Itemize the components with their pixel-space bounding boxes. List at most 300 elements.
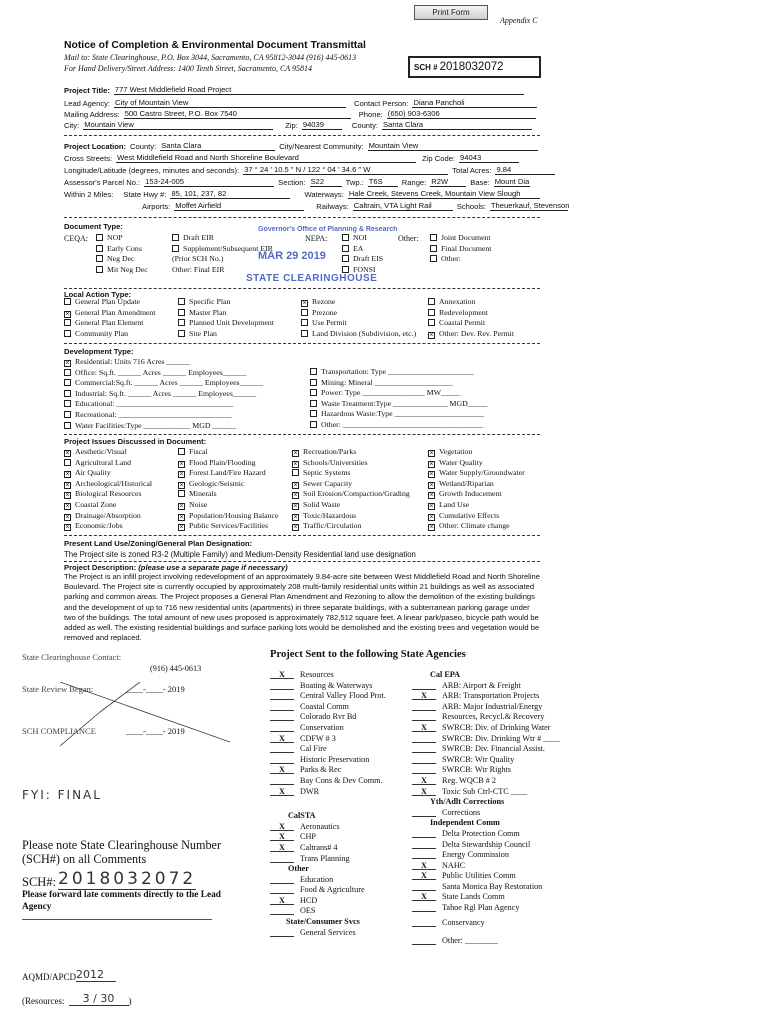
agency-mark[interactable]: X	[412, 776, 436, 785]
checkbox[interactable]	[178, 298, 185, 305]
agency-label: Education	[300, 874, 334, 884]
checkbox-item[interactable]	[428, 521, 525, 532]
agency-mark[interactable]	[412, 850, 436, 859]
checkbox-item[interactable]	[310, 388, 487, 399]
checkbox[interactable]	[310, 389, 317, 396]
agency-item[interactable]	[412, 861, 560, 872]
agency-item[interactable]	[412, 712, 560, 723]
airports-label: Airports:	[142, 202, 171, 211]
within-row	[64, 188, 540, 199]
checkbox[interactable]	[64, 319, 71, 326]
checkbox-item[interactable]	[64, 378, 263, 389]
agency-mark[interactable]	[412, 765, 436, 774]
agency-mark[interactable]	[270, 885, 294, 894]
agency-group-heading: State/Consumer Svcs	[286, 917, 360, 927]
checkbox-item[interactable]	[301, 329, 416, 340]
checked-checkbox[interactable]: ×	[293, 501, 298, 510]
checkbox-item[interactable]	[178, 521, 278, 532]
checkbox-label: Wetland/Riparian	[439, 478, 494, 488]
checked-checkbox[interactable]: ×	[65, 480, 70, 489]
checkbox[interactable]	[178, 330, 185, 337]
contact-value: Diana Pancholi	[412, 98, 537, 108]
checkbox[interactable]	[172, 234, 179, 241]
agency-item[interactable]	[412, 734, 560, 745]
project-location-row	[64, 140, 538, 151]
checkbox-item[interactable]	[178, 511, 278, 522]
checkbox[interactable]	[178, 490, 185, 497]
agency-mark[interactable]	[412, 755, 436, 764]
checkbox[interactable]	[64, 298, 71, 305]
issues-label: Project Issues Discussed in Document:	[64, 437, 207, 446]
agency-item[interactable]	[412, 936, 560, 947]
stamp-bottom-text: STATE CLEARINGHOUSE	[246, 273, 378, 284]
agency-mark[interactable]	[412, 681, 436, 690]
checked-checkbox[interactable]: ×	[65, 501, 70, 510]
nepa-label: NEPA:	[305, 234, 328, 243]
agency-label: SWRCB: Wtr Quality	[442, 754, 515, 764]
agency-mark[interactable]	[412, 744, 436, 753]
checked-checkbox[interactable]: ×	[293, 449, 298, 457]
agency-item[interactable]	[412, 755, 560, 766]
ceqa-item-label: (Prior SCH No.)	[172, 254, 224, 264]
checkbox-item[interactable]	[428, 458, 525, 469]
checked-checkbox[interactable]: ×	[179, 501, 184, 510]
agency-item[interactable]	[270, 822, 386, 833]
checkbox-item[interactable]	[64, 479, 152, 490]
railways-value: Caltrain, VTA Light Rail	[353, 201, 453, 211]
checked-checkbox[interactable]: ×	[429, 512, 434, 521]
checkbox[interactable]	[96, 266, 103, 273]
other-doc-col	[430, 233, 491, 265]
checkbox-item[interactable]	[178, 489, 278, 500]
agency-item[interactable]	[270, 755, 386, 766]
agency-mark[interactable]	[270, 681, 294, 690]
agency-mark[interactable]	[412, 702, 436, 711]
checkbox[interactable]	[178, 309, 185, 316]
checkbox-item[interactable]	[292, 447, 410, 458]
checkbox[interactable]	[310, 368, 317, 375]
agency-item[interactable]	[270, 776, 386, 787]
checkbox-item[interactable]	[64, 468, 152, 479]
agency-label: Trans Planning	[300, 853, 350, 863]
checkbox-item[interactable]	[428, 297, 514, 308]
ceqa-item[interactable]	[96, 265, 148, 276]
agency-label: Toxic Sub Ctrl-CTC ____	[442, 786, 528, 796]
agency-mark[interactable]: X	[412, 787, 436, 796]
checkbox-item[interactable]	[64, 329, 156, 340]
checkbox-label: Air Quality	[75, 468, 111, 478]
agency-label: ARB: Transportation Projects	[442, 691, 540, 701]
agency-label: DWR	[300, 786, 320, 796]
checkbox-item[interactable]	[64, 389, 263, 400]
aqmd-label: AQMD/APCD	[22, 972, 77, 982]
checkbox-item[interactable]	[310, 367, 487, 378]
agency-mark[interactable]	[270, 723, 294, 732]
stamp-top-text: Governor's Office of Planning & Research	[258, 226, 398, 233]
agency-item[interactable]	[270, 896, 386, 907]
checked-checkbox[interactable]: ×	[293, 480, 298, 489]
ceqa-item-label: Supplement/Subsequent EIR	[183, 243, 273, 253]
stamp-date-text: MAR 29 2019	[258, 250, 326, 262]
checkbox[interactable]	[430, 234, 437, 241]
agency-mark[interactable]	[270, 691, 294, 700]
checkbox[interactable]	[64, 411, 71, 418]
agency-item[interactable]	[412, 723, 560, 734]
checkbox-item[interactable]	[64, 368, 263, 379]
checkbox[interactable]	[64, 422, 71, 429]
checkbox[interactable]	[178, 319, 185, 326]
ceqa-item[interactable]	[96, 254, 148, 265]
checkbox-label: Septic Systems	[303, 468, 351, 478]
checkbox-label: Geologic/Seismic	[189, 478, 245, 488]
agency-item[interactable]	[412, 840, 560, 851]
agency-mark[interactable]	[412, 829, 436, 838]
checkbox-item[interactable]	[292, 489, 410, 500]
checkbox[interactable]	[64, 400, 71, 407]
other-doc-item[interactable]	[430, 254, 491, 265]
checkbox[interactable]	[310, 421, 317, 428]
agency-item[interactable]	[412, 850, 560, 861]
agency-mark[interactable]: X	[270, 787, 294, 796]
agency-item[interactable]	[412, 918, 560, 929]
agency-mark[interactable]	[270, 776, 294, 785]
agency-label: Food & Agriculture	[300, 885, 365, 895]
agency-mark[interactable]: X	[270, 832, 294, 841]
agency-item[interactable]	[270, 702, 386, 713]
sch-written-number: 2018032072	[58, 869, 197, 889]
agency-mark[interactable]: X	[412, 861, 436, 870]
checked-checkbox[interactable]: ×	[179, 470, 184, 479]
agency-mark[interactable]: X	[270, 765, 294, 774]
checkbox[interactable]	[301, 319, 308, 326]
present-land-use-value: The Project site is zoned R3-2 (Multiple Family) and Medium-Density Residential land use designation	[64, 550, 416, 559]
checkbox[interactable]	[428, 298, 435, 305]
agency-item[interactable]	[270, 843, 386, 854]
agency-mark[interactable]: X	[412, 723, 436, 732]
checkbox-item[interactable]	[64, 297, 156, 308]
checkbox-item[interactable]	[292, 521, 410, 532]
checkbox-item[interactable]	[64, 318, 156, 329]
agency-mark[interactable]: X	[270, 734, 294, 743]
agency-mark[interactable]	[412, 808, 436, 817]
checkbox-label: Cumulative Effects	[439, 510, 500, 520]
agency-item[interactable]	[270, 765, 386, 776]
agency-item[interactable]	[270, 854, 386, 865]
agency-mark[interactable]: X	[270, 670, 294, 679]
checked-checkbox[interactable]: ×	[179, 523, 184, 532]
checkbox-item[interactable]	[178, 447, 278, 458]
agency-item[interactable]	[270, 712, 386, 723]
agency-item[interactable]	[270, 875, 386, 886]
checkbox[interactable]	[172, 245, 179, 252]
agency-item[interactable]	[412, 892, 560, 903]
checkbox-item[interactable]	[310, 420, 487, 431]
ceqa-item[interactable]	[96, 233, 148, 244]
checkbox-item[interactable]	[64, 511, 152, 522]
railways-label: Railways:	[316, 202, 349, 211]
checkbox-item[interactable]	[64, 521, 152, 532]
checked-checkbox[interactable]: ×	[179, 512, 184, 521]
agency-item[interactable]	[270, 723, 386, 734]
checkbox[interactable]	[301, 309, 308, 316]
checkbox-item[interactable]	[178, 308, 274, 319]
ceqa-item-label: Draft EIR	[183, 233, 214, 242]
agency-item[interactable]	[270, 906, 386, 917]
agency-mark[interactable]	[412, 936, 436, 945]
checkbox-item[interactable]	[310, 378, 487, 389]
checkbox[interactable]	[178, 448, 185, 455]
checkbox-item[interactable]	[428, 468, 525, 479]
checkbox-label: Minerals	[189, 489, 217, 499]
checkbox-item[interactable]	[310, 399, 487, 410]
agency-label: SWRCB: Div. Financial Assist.	[442, 744, 545, 754]
agency-mark[interactable]	[412, 712, 436, 721]
agency-mark[interactable]	[412, 840, 436, 849]
agency-mark[interactable]	[270, 702, 294, 711]
ceqa-item-label: Neg Dec	[107, 254, 135, 264]
agency-item[interactable]	[270, 670, 386, 681]
agency-item[interactable]	[270, 744, 386, 755]
agency-item[interactable]	[270, 885, 386, 896]
other-doc-item[interactable]	[430, 244, 491, 255]
agency-label: Santa Monica Bay Restoration	[442, 881, 543, 891]
checkbox[interactable]	[428, 309, 435, 316]
checkbox-item[interactable]	[428, 489, 525, 500]
checkbox-item[interactable]	[64, 308, 156, 319]
checkbox-item[interactable]	[178, 479, 278, 490]
resources-label: (Resources:	[22, 996, 65, 1006]
checked-checkbox[interactable]: ×	[293, 491, 298, 500]
checked-checkbox[interactable]: ×	[293, 459, 298, 468]
checkbox-item[interactable]	[178, 329, 274, 340]
checked-checkbox[interactable]: ×	[302, 299, 307, 307]
checkbox-item[interactable]	[428, 479, 525, 490]
total-acres-label: Total Acres:	[452, 166, 492, 175]
checkbox-label: Land Use	[439, 499, 470, 509]
other-doc-item[interactable]	[430, 233, 491, 244]
checkbox-label: Commercial:Sq.ft. ______ Acres ______ Employees______	[75, 378, 263, 388]
checkbox-item[interactable]	[178, 318, 274, 329]
checked-checkbox[interactable]: ×	[429, 491, 434, 500]
agency-item[interactable]	[412, 765, 560, 776]
agency-label: Public Utilities Comm	[442, 871, 516, 881]
nepa-item-label: NOI	[353, 233, 367, 242]
checked-checkbox[interactable]: ×	[429, 330, 434, 339]
checkbox-item[interactable]	[64, 410, 263, 421]
agency-item[interactable]	[412, 882, 560, 893]
checkbox-item[interactable]	[301, 318, 416, 329]
agency-mark[interactable]: X	[270, 822, 294, 831]
agency-item[interactable]	[412, 871, 560, 882]
sch-compliance-label: SCH COMPLIANCE	[22, 726, 96, 736]
agency-item[interactable]	[270, 928, 386, 939]
checkbox-label: Waste Treatment:Type ______________ MGD_____	[321, 398, 488, 408]
checkbox-item[interactable]	[178, 458, 278, 469]
checked-checkbox[interactable]: ×	[65, 309, 70, 318]
checkbox-item[interactable]	[64, 399, 263, 410]
agency-item[interactable]	[270, 787, 386, 798]
checkbox-item[interactable]	[428, 308, 514, 319]
checkbox-label: Archeological/Historical	[75, 478, 153, 488]
checkbox-item[interactable]	[428, 511, 525, 522]
ceqa-item[interactable]	[96, 244, 148, 255]
checked-checkbox[interactable]: ×	[65, 512, 70, 521]
agency-item[interactable]	[270, 832, 386, 843]
checkbox-item[interactable]	[292, 511, 410, 522]
other-doc-item-label: Joint Document	[441, 233, 491, 242]
agency-label: Delta Stewardship Council	[442, 839, 531, 849]
checkbox[interactable]	[96, 245, 103, 252]
fyi-final-handwritten: FYI: FINAL	[22, 788, 102, 802]
agency-item[interactable]	[270, 691, 386, 702]
agency-mark[interactable]	[270, 712, 294, 721]
checkbox-label: Power: Type ________________ MW_____	[321, 388, 461, 398]
checked-checkbox[interactable]: ×	[429, 449, 434, 457]
agency-mark[interactable]	[270, 854, 294, 863]
total-acres-value: 9.84	[495, 165, 555, 175]
checkbox[interactable]	[96, 234, 103, 241]
agency-item[interactable]	[412, 808, 560, 819]
agency-mark[interactable]	[412, 882, 436, 891]
checked-checkbox[interactable]: ×	[65, 523, 70, 532]
agency-item[interactable]	[270, 681, 386, 692]
resources-value: 3 / 30	[69, 992, 129, 1006]
checkbox[interactable]	[64, 369, 71, 376]
checkbox-item[interactable]	[310, 409, 487, 420]
apn-value: 153-24-005	[144, 177, 274, 187]
checkbox-label: Prezone	[312, 307, 338, 317]
agency-mark[interactable]	[270, 755, 294, 764]
checkbox-item[interactable]	[301, 297, 416, 308]
agency-mark[interactable]	[412, 734, 436, 743]
checkbox[interactable]	[64, 330, 71, 337]
agency-mark[interactable]: X	[412, 892, 436, 901]
base-value: Mount Dia	[494, 177, 530, 186]
checkbox[interactable]	[310, 410, 317, 417]
checkbox-item[interactable]	[178, 468, 278, 479]
checkbox-item[interactable]	[178, 297, 274, 308]
agency-mark[interactable]: X	[270, 896, 294, 905]
checked-checkbox[interactable]: ×	[429, 470, 434, 479]
checkbox-label: Population/Housing Balance	[189, 510, 279, 520]
other-doc-label: Other:	[398, 234, 419, 243]
agency-item[interactable]	[412, 681, 560, 692]
checkbox-label: Rezone	[312, 297, 336, 306]
agency-label: Corrections	[442, 807, 481, 817]
agency-label: Other: ________	[442, 936, 498, 946]
checkbox-item[interactable]	[428, 329, 514, 340]
agency-label: Bay Cons & Dev Comm.	[300, 775, 383, 785]
checkbox-item[interactable]	[428, 500, 525, 511]
appendix-label: Appendix C	[500, 16, 538, 25]
checkbox[interactable]	[310, 379, 317, 386]
agency-label: Central Valley Flood Prot.	[300, 691, 386, 701]
checkbox-item[interactable]	[301, 308, 416, 319]
agency-mark[interactable]: X	[412, 871, 436, 880]
agency-mark[interactable]	[270, 875, 294, 884]
checkbox-item[interactable]	[64, 500, 152, 511]
checkbox[interactable]	[64, 390, 71, 397]
latlong-value: 37 ° 24 ′ 10.5 ″ N / 122 ° 04 ′ 34.6 ″ W	[243, 165, 448, 175]
zip-value: 94039	[302, 120, 342, 130]
agency-group-heading: Other	[288, 864, 309, 874]
checkbox-item[interactable]	[64, 357, 263, 368]
forward-underline	[22, 919, 212, 920]
agency-item[interactable]	[412, 691, 560, 702]
checked-checkbox[interactable]: ×	[65, 491, 70, 500]
sent-title: Project Sent to the following State Agencies	[270, 649, 466, 660]
checkbox[interactable]	[292, 469, 299, 476]
agency-mark[interactable]	[270, 928, 294, 937]
checkbox[interactable]	[430, 255, 437, 262]
checkbox-item[interactable]	[292, 458, 410, 469]
checkbox-item[interactable]	[292, 468, 410, 479]
checkbox[interactable]	[301, 330, 308, 337]
checked-checkbox[interactable]: ×	[293, 523, 298, 532]
agency-mark[interactable]	[412, 918, 436, 927]
checked-checkbox[interactable]: ×	[179, 480, 184, 489]
checked-checkbox[interactable]: ×	[65, 359, 70, 367]
agency-item[interactable]	[412, 903, 560, 914]
checkbox[interactable]	[430, 245, 437, 252]
agency-item[interactable]	[270, 734, 386, 745]
checked-checkbox[interactable]: ×	[65, 470, 70, 479]
checked-checkbox[interactable]: ×	[429, 501, 434, 510]
schools-value: Theuerkauf, Stevenson	[490, 201, 570, 210]
checkbox[interactable]	[64, 379, 71, 386]
agency-item[interactable]	[412, 829, 560, 840]
agency-mark[interactable]: X	[412, 691, 436, 700]
checkbox[interactable]	[310, 400, 317, 407]
checked-checkbox[interactable]: ×	[429, 459, 434, 468]
checkbox-label: Water Facilities:Type ____________ MGD ______	[75, 420, 236, 430]
checkbox-item[interactable]	[428, 447, 525, 458]
checked-checkbox[interactable]: ×	[65, 449, 70, 457]
agency-item[interactable]	[412, 744, 560, 755]
checkbox[interactable]	[428, 319, 435, 326]
agency-item[interactable]	[412, 787, 560, 798]
checked-checkbox[interactable]: ×	[429, 480, 434, 489]
checkbox-item[interactable]	[64, 458, 152, 469]
checkbox-item[interactable]	[428, 318, 514, 329]
agency-mark[interactable]: X	[270, 843, 294, 852]
checkbox[interactable]	[96, 255, 103, 262]
agency-mark[interactable]	[270, 744, 294, 753]
checkbox-item[interactable]	[178, 500, 278, 511]
checkbox[interactable]	[64, 459, 71, 466]
checked-checkbox[interactable]: ×	[429, 523, 434, 532]
checked-checkbox[interactable]: ×	[293, 512, 298, 521]
local-action-label: Local Action Type:	[64, 290, 132, 299]
aqmd-row	[22, 968, 116, 982]
agency-item[interactable]	[412, 702, 560, 713]
checkbox-item[interactable]	[64, 489, 152, 500]
project-description-label: Project Description:	[64, 563, 137, 572]
checkbox-item[interactable]	[64, 447, 152, 458]
agency-item[interactable]	[412, 776, 560, 787]
checked-checkbox[interactable]: ×	[179, 459, 184, 468]
print-form-button[interactable]: Print Form	[414, 5, 488, 20]
agency-mark[interactable]	[270, 906, 294, 915]
agency-label: Conservancy	[442, 917, 485, 927]
agency-label: Tahoe Rgl Plan Agency	[442, 903, 520, 913]
mailing-row	[64, 108, 536, 119]
checkbox-item[interactable]	[292, 500, 410, 511]
agency-mark[interactable]	[412, 903, 436, 912]
checkbox-item[interactable]	[292, 479, 410, 490]
checkbox-item[interactable]	[64, 421, 263, 432]
other-doc-item-label: Final Document	[441, 243, 492, 253]
